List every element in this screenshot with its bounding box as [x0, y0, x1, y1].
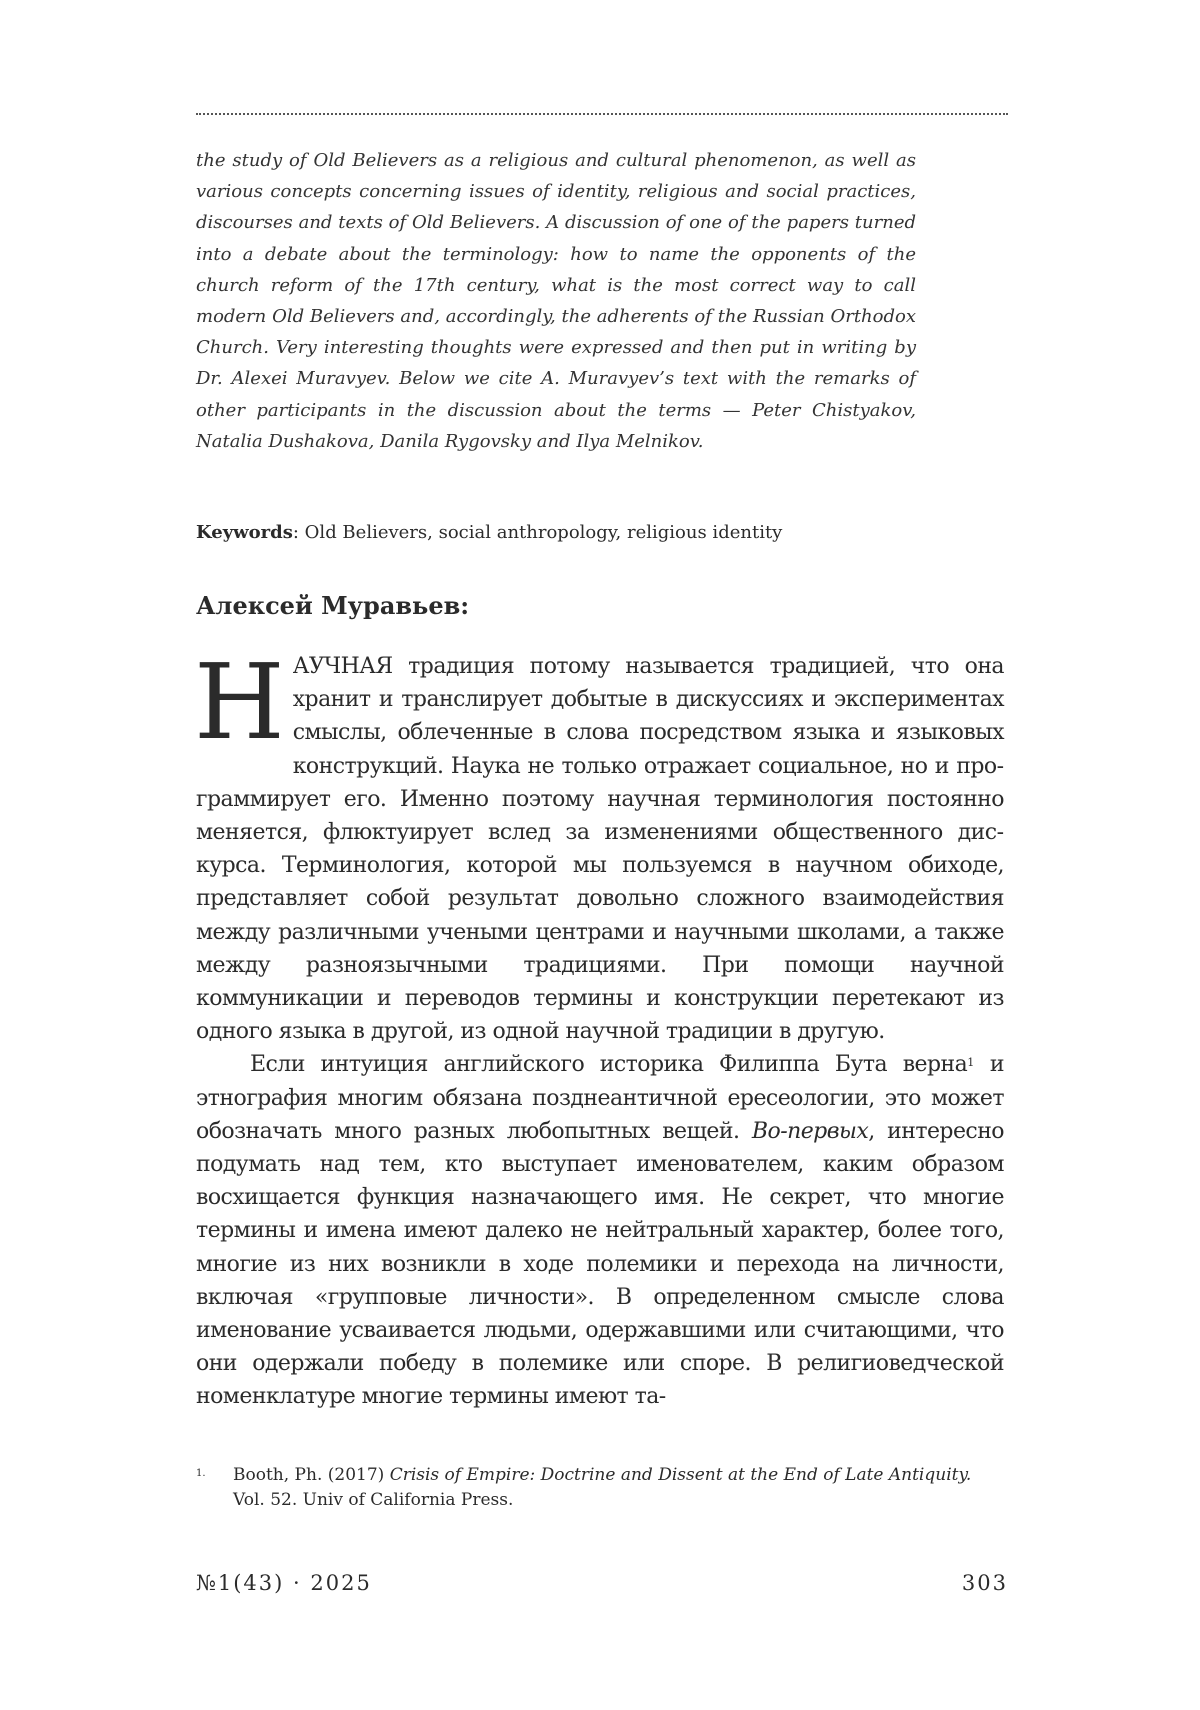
- header-dotted-rule: [196, 113, 1008, 115]
- keywords-list: Old Believers, social anthropology, religious identity: [298, 522, 783, 543]
- body-paragraph-2: [196, 1048, 1004, 1413]
- keywords-line: [196, 520, 956, 546]
- keywords-label: Keywords: [196, 522, 293, 543]
- body-paragraph-2-text-c: , интересно подумать над тем, кто выступает именователем, каким образом восхищается функция назначающего имя. Не секрет, что многие термины и имена имеют далеко не нейтральный характер, более того, многие из них возникли в ходе полемики и перехода на личности, включая «групповые личности». В определенном смысле слова именование усваивается людьми, одержавшими или считающими, что они одержали победу в полемике или споре. В религиоведческой номенклатуре многие термины имеют та-: [196, 1118, 1004, 1410]
- footnote-number: 1.: [196, 1468, 206, 1479]
- body-paragraph-1-text: АУЧНАЯ традиция потому называется традицией, что она хранит и транслирует добытые в дискуссиях и экспериментах смыслы, облеченные в слова посредством языка и языковых конструкций. Наука не только отражает социальное, но и программирует его. Именно поэтому научная терминология постоянно меняется, флюктуирует вслед за изменениями общественного дискурса. Терминология, которой мы пользуемся в научном обиходе, представляет собой результат довольно сложного взаимодействия между различными учеными центрами и научными школами, а также между разноязычными традициями. При помощи научной коммуникации и переводов термины и конструкции перетекают из одного языка в другой, из одной научной традиции в другую.: [196, 654, 1004, 1045]
- body-paragraph-2-emphasis: Во-первых: [751, 1118, 869, 1144]
- body-paragraph-2-text-b: и этнография многим обязана позднеантичной ересеологии, это может обозначать много разных любопытных вещей.: [196, 1052, 1004, 1144]
- body-paragraph-1: [194, 641, 1004, 1048]
- abstract-text: the study of Old Believers as a religious and cultural phenomenon, as well as various concepts concerning issues of identity, religious and social practices, discourses and texts of Old Believers. A discussion of one of the papers turned into a debate about the terminology: how to name the opponents of the church reform of the 17th century, what is the most correct way to call modern Old Believers and, accordingly, the adherents of the Russian Orthodox Church. Very interesting thoughts were expressed and then put in writing by Dr. Alexei Muravyev. Below we cite A. Muravyev’s text with the remarks of other participants in the discussion about the terms — Peter Chistyakov, Natalia Dushakova, Danila Rygovsky and Ilya Melnikov.: [196, 150, 916, 452]
- body-paragraph-2-text-a: Если интуиция английского историка Филиппа Бута верна: [250, 1052, 968, 1078]
- keywords-separator: :: [292, 522, 299, 543]
- footnote-text: [233, 1463, 1008, 1513]
- issue-number: №1(43) · 2025: [196, 1571, 372, 1595]
- footnote-details: Vol. 52. Univ of California Press.: [233, 1490, 514, 1510]
- article-body: [194, 641, 1004, 1414]
- author-heading: Алексей Муравьев:: [196, 591, 470, 620]
- footnote-reference[interactable]: 1: [967, 1056, 975, 1070]
- footnote: [196, 1463, 1008, 1513]
- page-footer: [196, 1571, 1008, 1601]
- drop-cap: Н: [194, 641, 285, 763]
- footnote-author: Booth, Ph. (2017): [233, 1465, 390, 1485]
- footnote-title: Crisis of Empire: Doctrine and Dissent at the End of Late Antiquity.: [389, 1465, 972, 1485]
- page-number: 303: [961, 1571, 1008, 1595]
